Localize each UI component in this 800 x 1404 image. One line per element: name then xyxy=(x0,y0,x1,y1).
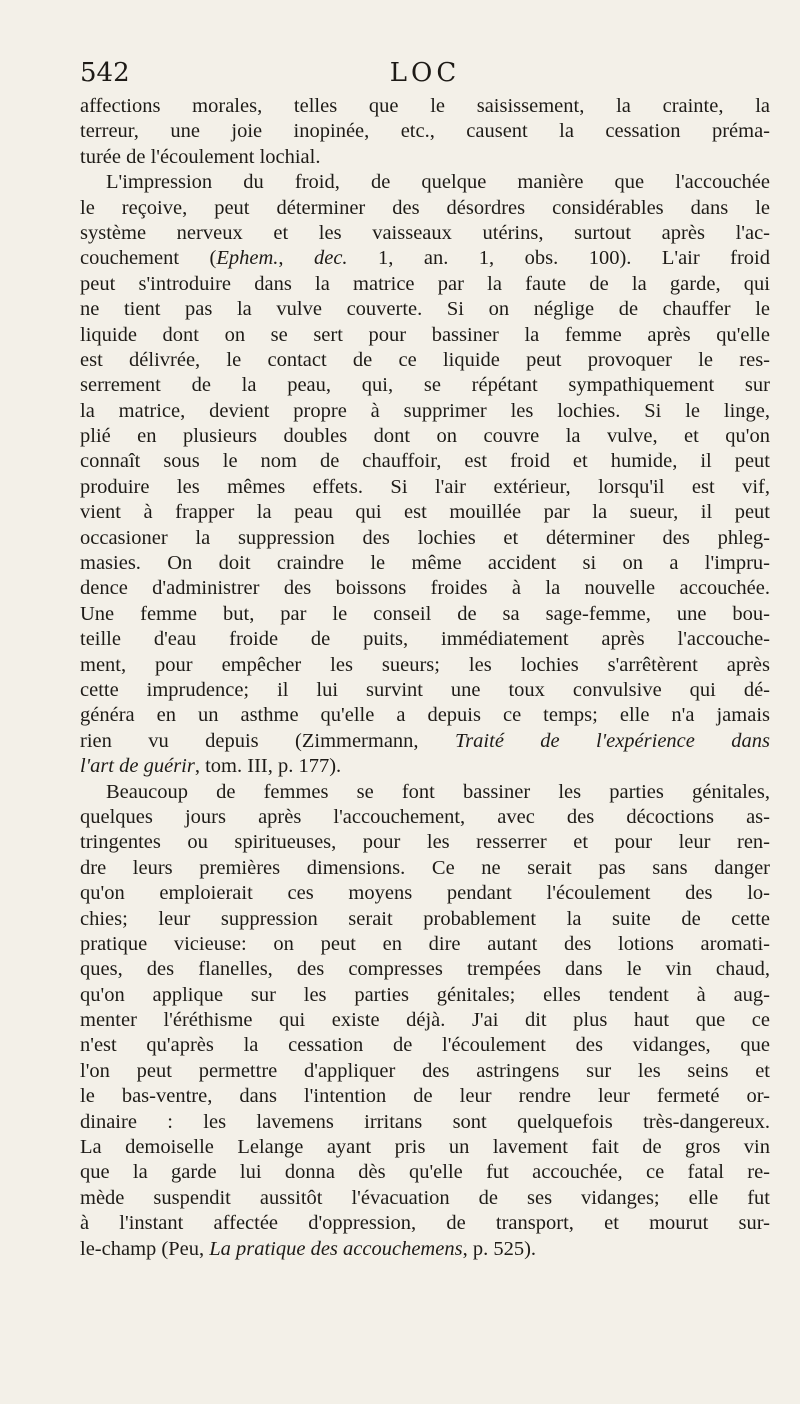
italic-text: La pratique des accouchemens xyxy=(209,1237,463,1260)
text-run: couchement ( xyxy=(80,247,217,270)
text-run: affections morales, telles que le saisissement, la crainte, la xyxy=(80,95,770,117)
text-run: cette imprudence; il lui survint une toux convulsive qui dé- xyxy=(80,678,770,701)
text-run: le bas-ventre, dans l'intention de leur rendre leur fermeté or- xyxy=(80,1085,770,1108)
text-run: à l'instant affectée d'oppression, de transport, et mourut sur- xyxy=(80,1212,770,1235)
text-run: vient à frapper la peau qui est mouillée par la sueur, il peut xyxy=(80,501,770,524)
text-run: le-champ (Peu, xyxy=(80,1237,210,1260)
text-run: qu'on emploierait ces moyens pendant l'écoulement des lo- xyxy=(80,882,770,905)
text-run: pratique vicieuse: on peut en dire autant des lotions aromati- xyxy=(80,932,770,955)
text-line xyxy=(80,1237,770,1262)
text-run: n'est qu'après la cessation de l'écoulement des vidanges, que xyxy=(80,1034,770,1057)
text-line xyxy=(80,323,770,348)
text-run: peut s'introduire dans la matrice par la faute de la garde, qui xyxy=(80,272,770,295)
text-line xyxy=(80,475,770,500)
text-run: système nerveux et les vaisseaux utérins, surtout après l'ac- xyxy=(80,221,770,244)
text-line xyxy=(80,94,770,119)
text-run: L'impression du froid, de quelque manière que l'accouchée xyxy=(106,171,770,194)
text-run: ment, pour empêcher les sueurs; les lochies s'arrêtèrent après xyxy=(80,653,770,676)
text-run: masies. On doit craindre le même accident si on a l'impru- xyxy=(80,552,770,575)
text-line xyxy=(80,957,770,982)
text-run: quelques jours après l'accouchement, avec des décoctions as- xyxy=(80,805,770,828)
text-line xyxy=(80,1008,770,1033)
text-line xyxy=(80,830,770,855)
text-line xyxy=(80,348,770,373)
text-run: teille d'eau froide de puits, immédiatement après l'accouche- xyxy=(80,628,770,651)
text-line xyxy=(80,399,770,424)
text-run: 1, an. 1, obs. 100). L'air froid xyxy=(347,247,770,270)
text-run: serrement de la peau, qui, se répétant sympathiquement sur xyxy=(80,374,770,397)
text-line xyxy=(80,145,770,170)
text-run: rien vu depuis (Zimmermann, xyxy=(80,729,455,752)
text-run: La demoiselle Lelange ayant pris un lavement fait de gros vin xyxy=(80,1136,770,1159)
text-run: chies; leur suppression serait probablement la suite de cette xyxy=(80,907,770,930)
text-run: liquide dont on se sert pour bassiner la femme après qu'elle xyxy=(80,323,770,346)
text-run: , xyxy=(278,247,314,270)
text-line xyxy=(80,272,770,297)
body-text xyxy=(80,94,770,1262)
page-header xyxy=(80,58,770,94)
text-line xyxy=(80,805,770,830)
text-run: menter l'éréthisme qui existe déjà. J'ai dit plus haut que ce xyxy=(80,1009,770,1032)
text-run: ques, des flanelles, des compresses trempées dans le vin chaud, xyxy=(80,958,770,981)
text-line xyxy=(80,1110,770,1135)
text-line xyxy=(80,1160,770,1185)
text-line xyxy=(80,1186,770,1211)
text-run: turée de l'écoulement lochial. xyxy=(80,145,321,168)
text-run: le reçoive, peut déterminer des désordres considérables dans le xyxy=(80,196,770,219)
text-line xyxy=(80,170,770,195)
text-line xyxy=(80,1211,770,1236)
text-run: , tom. III, p. 177). xyxy=(194,755,342,778)
text-line xyxy=(80,246,770,271)
text-run: dence d'administrer des boissons froides à la nouvelle accouchée. xyxy=(80,577,770,600)
text-run: est délivrée, le contact de ce liquide peut provoquer le res- xyxy=(80,348,770,371)
text-line xyxy=(80,932,770,957)
text-line xyxy=(80,373,770,398)
text-line xyxy=(80,500,770,525)
text-line xyxy=(80,526,770,551)
text-line xyxy=(80,881,770,906)
text-line xyxy=(80,983,770,1008)
text-run: , p. 525). xyxy=(462,1237,537,1260)
text-line xyxy=(80,1059,770,1084)
text-line xyxy=(80,551,770,576)
text-run: ne tient pas la vulve couverte. Si on néglige de chauffer le xyxy=(80,298,770,321)
text-line xyxy=(80,1135,770,1160)
text-line xyxy=(80,196,770,221)
italic-text: Ephem. xyxy=(216,247,279,270)
italic-text: l'art de guérir xyxy=(80,755,195,778)
text-line xyxy=(80,602,770,627)
text-line xyxy=(80,576,770,601)
text-line xyxy=(80,703,770,728)
text-line xyxy=(80,1033,770,1058)
text-line xyxy=(80,754,770,779)
text-run: Beaucoup de femmes se font bassiner les parties génitales, xyxy=(106,780,770,803)
text-line xyxy=(80,221,770,246)
text-run: Une femme but, par le conseil de sa sage-femme, une bou- xyxy=(80,602,770,625)
text-line xyxy=(80,297,770,322)
text-run: l'on peut permettre d'appliquer des astringens sur les seins et xyxy=(80,1059,770,1082)
text-line xyxy=(80,856,770,881)
page-number: 542 xyxy=(80,58,130,88)
text-run: que la garde lui donna dès qu'elle fut accouchée, ce fatal re- xyxy=(80,1161,770,1184)
text-run: qu'on applique sur les parties génitales; elles tendent à aug- xyxy=(80,983,770,1006)
text-run: connaît sous le nom de chauffoir, est froid et humide, il peut xyxy=(80,450,770,473)
text-line xyxy=(80,119,770,144)
text-run: tringentes ou spiritueuses, pour les resserrer et pour leur ren- xyxy=(80,831,770,854)
italic-text: dec. xyxy=(313,247,348,270)
italic-text: Traité de l'expérience dans xyxy=(454,729,770,752)
text-run: la matrice, devient propre à supprimer les lochies. Si le linge, xyxy=(80,399,770,422)
text-run: occasioner la suppression des lochies et déterminer des phleg- xyxy=(80,526,770,549)
text-run: généra en un asthme qu'elle a depuis ce temps; elle n'a jamais xyxy=(80,704,770,727)
text-run: terreur, une joie inopinée, etc., causent la cessation préma- xyxy=(80,120,770,143)
text-line xyxy=(80,907,770,932)
text-line xyxy=(80,780,770,805)
text-run: dinaire : les lavemens irritans sont quelquefois très-dangereux. xyxy=(80,1110,770,1133)
text-line xyxy=(80,424,770,449)
text-line xyxy=(80,678,770,703)
text-line xyxy=(80,653,770,678)
text-line xyxy=(80,449,770,474)
text-run: mède suspendit aussitôt l'évacuation de ses vidanges; elle fut xyxy=(80,1186,770,1209)
text-line xyxy=(80,627,770,652)
text-run: dre leurs premières dimensions. Ce ne serait pas sans danger xyxy=(80,856,770,879)
running-head: LOC xyxy=(389,58,461,88)
text-run: produire les mêmes effets. Si l'air extérieur, lorsqu'il est vif, xyxy=(80,475,770,498)
text-line xyxy=(80,729,770,754)
text-line xyxy=(80,1084,770,1109)
text-run: plié en plusieurs doubles dont on couvre la vulve, et qu'on xyxy=(80,425,770,448)
